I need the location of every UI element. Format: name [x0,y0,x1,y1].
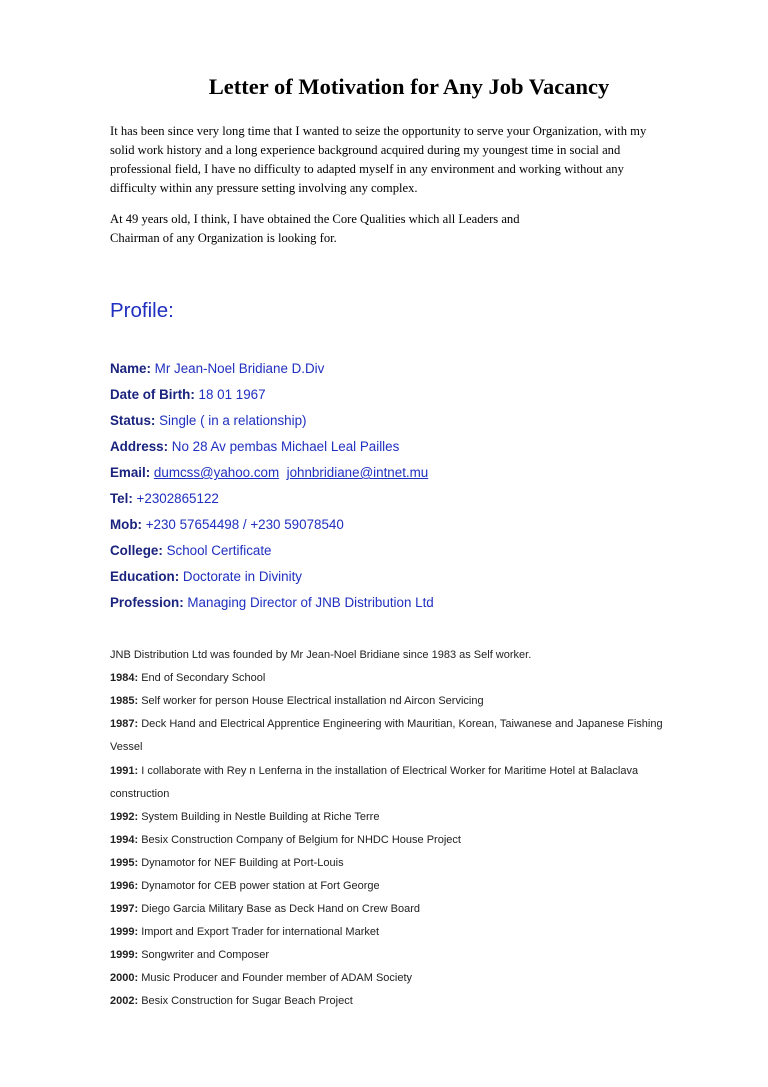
timeline-year: 1987: [110,718,139,730]
profile-email [110,465,428,480]
timeline-text: Diego Garcia Military Base as Deck Hand on Crew Board [141,903,420,915]
profession-value: Managing Director of JNB Distribution Ltd [187,595,434,610]
tel-value: +2302865122 [136,491,219,506]
timeline-entry [110,926,379,938]
age-line: At 49 years old, I think, I have obtained the Core Qualities which all Leaders and [110,212,520,226]
profile-heading: Profile: [110,299,174,322]
profile-mob [110,517,344,532]
timeline-text: System Building in Nestle Building at Riche Terre [141,811,380,823]
name-value: Mr Jean-Noel Bridiane D.Div [154,361,325,376]
profile-name [110,361,324,376]
timeline-entry [110,857,344,869]
timeline-entry [110,672,265,684]
intro-paragraph [110,122,710,198]
timeline-entry [110,718,663,730]
age-paragraph [110,210,710,248]
timeline-entry [110,811,379,823]
address-value: No 28 Av pembas Michael Leal Pailles [171,439,400,454]
founding-text: JNB Distribution Ltd was founded by Mr Jean-Noel Bridiane since 1983 as Self worker. [110,649,532,661]
timeline-continuation: construction [110,788,170,800]
timeline-entry [110,880,380,892]
email-label: Email: [110,465,151,480]
name-label: Name: [110,361,151,376]
profile-tel [110,491,219,506]
timeline-text: Self worker for person House Electrical installation nd Aircon Servicing [141,695,484,707]
profile-address [110,439,399,454]
dob-value: 18 01 1967 [198,387,266,402]
timeline-entry [110,995,353,1007]
profession-label: Profession: [110,595,184,610]
timeline-year: 1994: [110,834,139,846]
timeline-year: 1996: [110,880,139,892]
timeline-year: 1985: [110,695,139,707]
timeline-text: Dynamotor for CEB power station at Fort George [141,880,380,892]
college-label: College: [110,543,163,558]
timeline-year: 1991: [110,765,139,777]
intro-line: professional field, I have no difficulty to adapted myself in any environment and working without any [110,162,624,176]
timeline-entry [110,834,461,846]
timeline-year: 1984: [110,672,139,684]
timeline-year: 1999: [110,926,139,938]
mob-value: +230 57654498 / +230 59078540 [145,517,344,532]
timeline-text: Deck Hand and Electrical Apprentice Engineering with Mauritian, Korean, Taiwanese and Japanese Fishing [141,718,663,730]
email-link-intnet[interactable]: johnbridiane@intnet.mu [286,465,429,480]
timeline-text: Songwriter and Composer [141,949,269,961]
status-label: Status: [110,413,156,428]
timeline-entry [110,972,412,984]
profile-education [110,569,302,584]
status-value: Single ( in a relationship) [159,413,307,428]
timeline-entry [110,949,269,961]
intro-line: difficulty within any pressure setting involving any complex. [110,181,418,195]
timeline-text: Besix Construction Company of Belgium for NHDC House Project [141,834,461,846]
age-line: Chairman of any Organization is looking for. [110,231,337,245]
timeline-text: Import and Export Trader for international Market [141,926,380,938]
timeline-text: Music Producer and Founder member of ADAM Society [141,972,413,984]
intro-line: It has been since very long time that I wanted to seize the opportunity to serve your Organization, with my [110,124,647,138]
timeline-text: Dynamotor for NEF Building at Port-Louis [141,857,344,869]
education-value: Doctorate in Divinity [182,569,302,584]
timeline-year: 1992: [110,811,139,823]
timeline-year: 1997: [110,903,139,915]
profile-profession [110,595,434,610]
timeline-text: I collaborate with Rey n Lenferna in the installation of Electrical Worker for Maritime Hotel at Balaclava [141,765,639,777]
profile-status [110,413,307,428]
timeline-text: End of Secondary School [141,672,266,684]
profile-college [110,543,272,558]
address-label: Address: [110,439,169,454]
tel-label: Tel: [110,491,133,506]
timeline-year: 2000: [110,972,139,984]
mob-label: Mob: [110,517,142,532]
email-link-yahoo[interactable]: dumcss@yahoo.com [153,465,280,480]
timeline-year: 1995: [110,857,139,869]
education-label: Education: [110,569,180,584]
intro-line: solid work history and a long experience background acquired during my youngest time in social and [110,143,621,157]
college-value: School Certificate [166,543,272,558]
profile-dob [110,387,266,402]
dob-label: Date of Birth: [110,387,195,402]
timeline-entry [110,765,638,777]
timeline-entry [110,695,484,707]
timeline-entry [110,903,420,915]
timeline-year: 2002: [110,995,139,1007]
timeline-continuation: Vessel [110,741,143,753]
timeline-text: Besix Construction for Sugar Beach Project [141,995,353,1007]
timeline-year: 1999: [110,949,139,961]
document-title: Letter of Motivation for Any Job Vacancy [208,74,610,99]
